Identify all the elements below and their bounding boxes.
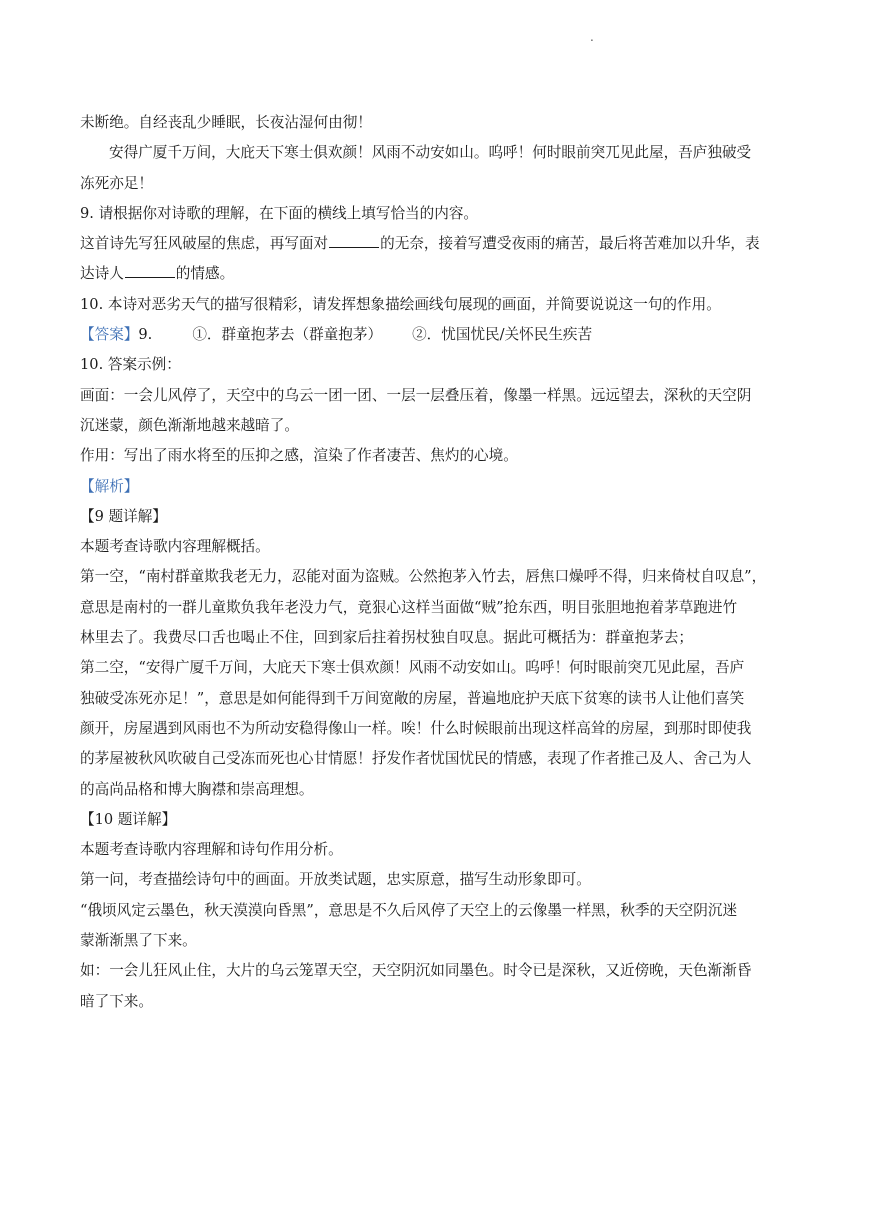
detail-9-text: 本题考查诗歌内容理解概括。	[80, 538, 270, 556]
detail-10-text: “俄顷风定云墨色，秋天漠漠向昏黑”，意思是不久后风停了天空上的云像墨一样黑，秋季的天空阴沉迷	[80, 901, 738, 919]
detail-9-text: 林里去了。我费尽口舌也喝止不住，回到家后拄着拐杖独自叹息。据此可概括为：群童抱茅去；	[80, 629, 693, 647]
answer-10-text: 沉迷蒙，颜色渐渐地越来越暗了。	[80, 416, 299, 434]
detail-10-text: 暗了下来。	[80, 992, 153, 1010]
answer-number: 9.	[138, 326, 153, 344]
question-9-fill-line	[80, 259, 802, 289]
header-dot: .	[590, 30, 594, 44]
document-body	[80, 108, 802, 1017]
answer-blank-1: ①．群童抱茅去（群童抱茅）	[192, 326, 383, 344]
detail-10-text: 本题考查诗歌内容理解和诗句作用分析。	[80, 841, 343, 859]
answer-10-text: 画面：一会儿风停了，天空中的乌云一团一团、一层一层叠压着，像墨一样黑。远远望去，深秋的天空阴	[80, 386, 752, 404]
text-segment: 的情感。	[175, 265, 235, 283]
detail-10-title: 【10 题详解】	[80, 810, 177, 828]
fill-blank	[125, 263, 175, 279]
answer-10-text: 作用：写出了雨水将至的压抑之感，渲染了作者凄苦、焦灼的心境。	[80, 447, 518, 465]
answer-line	[80, 320, 802, 350]
question-10: 10. 本诗对恶劣天气的描写很精彩，请发挥想象描绘画线句展现的画面，并简要说说这一句的作用。	[80, 295, 721, 313]
answer-10-title: 10. 答案示例：	[80, 356, 181, 374]
poem-line: 冻死亦足！	[80, 174, 153, 192]
text-segment: 达诗人	[80, 265, 124, 283]
fill-blank	[329, 233, 379, 249]
detail-10-text: 第一问，考查描绘诗句中的画面。开放类试题，忠实原意，描写生动形象即可。	[80, 871, 591, 889]
detail-10-text: 蒙渐渐黑了下来。	[80, 932, 197, 950]
detail-9-title: 【9 题详解】	[80, 507, 167, 525]
detail-9-text: 的高尚品格和博大胸襟和崇高理想。	[80, 780, 314, 798]
detail-9-text: 的茅屋被秋风吹破自己受冻而死也心甘情愿！抒发作者忧国忧民的情感，表现了作者推己及人、舍己为人	[80, 750, 752, 768]
analysis-label: 【解析】	[80, 477, 139, 495]
detail-10-text: 如：一会儿狂风止住，大片的乌云笼罩天空，天空阴沉如同墨色。时令已是深秋，又近傍晚，天色渐渐昏	[80, 962, 752, 980]
poem-line: 安得广厦千万间，大庇天下寒士俱欢颜！风雨不动安如山。呜呼！何时眼前突兀见此屋，吾庐独破受	[109, 144, 752, 162]
detail-9-text: 第二空，“安得广厦千万间，大庇天下寒士俱欢颜！风雨不动安如山。呜呼！何时眼前突兀见此屋，吾庐	[80, 659, 745, 677]
answer-label: 【答案】	[80, 326, 139, 344]
poem-line: 未断绝。自经丧乱少睡眠，长夜沾湿何由彻！	[80, 114, 372, 131]
detail-9-text: 颜开，房屋遇到风雨也不为所动安稳得像山一样。唉！什么时候眼前出现这样高耸的房屋，到那时即使我	[80, 719, 752, 737]
text-segment: 这首诗先写狂风破屋的焦虑，再写面对	[80, 235, 329, 253]
answer-blank-2: ②．忧国忧民/关怀民生疾苦	[412, 326, 593, 344]
question-9: 9. 请根据你对诗歌的理解，在下面的横线上填写恰当的内容。	[80, 204, 479, 222]
text-segment: 的无奈，接着写遭受夜雨的痛苦，最后将苦难加以升华，表	[380, 235, 760, 253]
question-9-fill-line	[80, 229, 802, 259]
detail-9-text: 独破受冻死亦足！”，意思是如何能得到千万间宽敞的房屋，普遍地庇护天底下贫寒的读书人让他们喜笑	[80, 689, 745, 707]
detail-9-text: 意思是南村的一群儿童欺负我年老没力气，竟狠心这样当面做“贼”抢东西，明目张胆地抱着茅草跑进竹	[80, 598, 738, 616]
detail-9-text: 第一空，“南村群童欺我老无力，忍能对面为盗贼。公然抱茅入竹去，唇焦口燥呼不得，归来倚杖自叹息”，	[80, 568, 767, 586]
